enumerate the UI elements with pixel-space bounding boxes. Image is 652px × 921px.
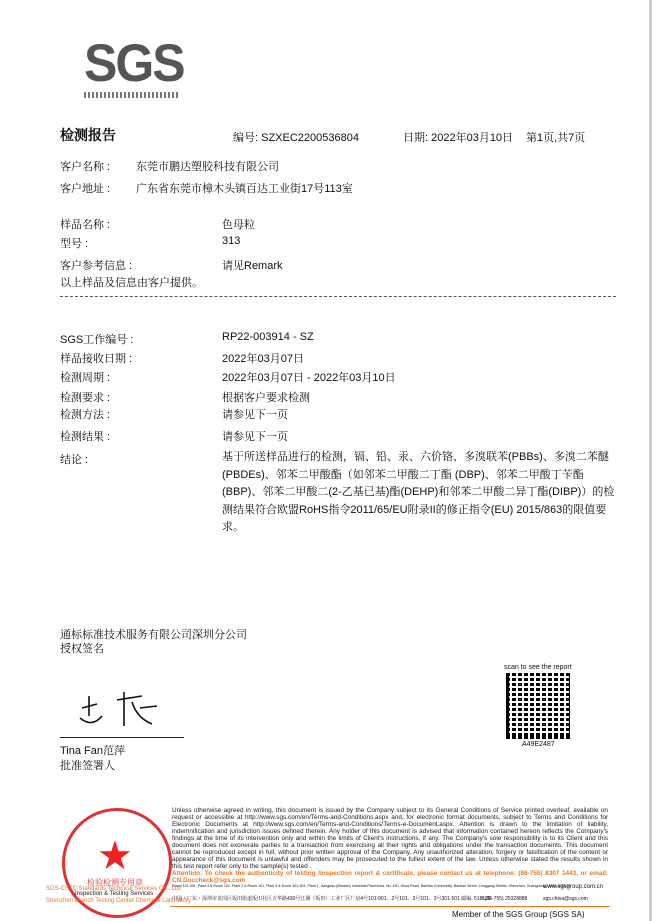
divider	[60, 296, 616, 297]
member-text: Member of the SGS Group (SGS SA)	[452, 910, 585, 919]
qr-code[interactable]	[506, 673, 572, 739]
authenticity-notice: Attention: To check the authenticity of testing /inspection report & certificate, please contact us at telephone: (86-755) 8307 1443, or email: CN.Doccheck@sgs.com	[172, 870, 608, 884]
lab-branch: Shenzhen Branch Testing Center Chemical Laboratory	[46, 898, 191, 904]
test-period-label: 检测周期 :	[60, 372, 111, 384]
client-address: 广东省东莞市樟木头镇百达工业街17号113室	[136, 183, 353, 195]
signature-line	[60, 737, 184, 738]
conclusion-label: 结论 :	[60, 454, 89, 466]
stamp-english: Inspection & Testing Services	[75, 891, 154, 897]
test-request: 根据客户要求检测	[222, 392, 310, 404]
test-method: 请参见下一页	[222, 409, 288, 421]
page-number: 第1页,共7页	[526, 132, 586, 144]
footer-line	[170, 906, 610, 907]
client-name: 东莞市鹏达塑胶科技有限公司	[136, 161, 279, 173]
test-result: 请参见下一页	[222, 431, 288, 443]
sample-name: 色母粒	[222, 219, 255, 231]
model: 313	[222, 235, 241, 247]
receive-date-label: 样品接收日期 :	[60, 353, 133, 365]
receive-date: 2022年03月07日	[222, 353, 304, 365]
address-cn: 中国・广东・深圳市龙岗区坂田街道坂田社区吉华路430号江灏（坂田）工业厂区厂房4号101-901、2号101、3号101、3号301-501 邮编: 518129	[172, 896, 491, 902]
signer-role: 批准签署人	[60, 760, 115, 772]
lab-name: SGS-CSTC Standards Technical Services Co., Ltd.	[46, 886, 182, 892]
address-en: Room 101-901, Plant 4 & Room 101, Plant 2 & Room 101, Plant 3 & Room 301-901, Plant 1, Jiangbao (Bantian) Industrial Plant Area, No. 430, Jihua Road, Bantian Community, Bantian Street, Longgang District, Shenzhen, Guangdong, China 518129	[172, 884, 570, 888]
sample-name-label: 样品名称 :	[60, 219, 111, 231]
disclaimer-text: Unless otherwise agreed in writing, this document is issued by the Company subject to its General Conditions of Service printed overleaf, available on request or accessible at http://www.sgs.com/en/Terms-and-Conditions.aspx and, for electronic format documents, subject to Terms and Conditions for Electronic Documents at http://www.sgs.com/en/Terms-and-Conditions/Terms-e-Document.aspx. Attention is drawn to the limitation of liability, indemnification and jurisdiction issues defined therein. Any holder of this document is advised that information contained hereon reflects the Company's findings at the time of its intervention only and within the limits of Client's instructions, if any. The Company's sole responsibility is to its Client and this document does not exonerate parties to a transaction from exercising all their rights and obligations under the transaction documents. This document cannot be reproduced except in full, without prior written approval of the Company. Any unauthorized alteration, forgery or falsification of the content or appearance of this document is unlawful and offenders may be prosecuted to the fullest extent of the law. Unless otherwise stated the results shown in this test report refer only to the sample(s) tested .	[172, 807, 608, 870]
sample-note: 以上样品及信息由客户提供。	[60, 277, 203, 289]
test-method-label: 检测方法 :	[60, 409, 111, 421]
qr-caption: scan to see the report	[504, 664, 572, 671]
star-icon: ★	[97, 834, 133, 878]
test-period: 2022年03月07日 - 2022年03月10日	[222, 372, 396, 384]
company-name: 通标标准技术服务有限公司深圳分公司	[60, 629, 247, 641]
ref-label: 客户参考信息 :	[60, 260, 133, 272]
authorized-sign: 授权签名	[60, 643, 104, 655]
job-no-label: SGS工作编号 :	[60, 334, 134, 346]
signature	[62, 688, 182, 730]
website: www.sgsgroup.com.cn	[543, 884, 604, 890]
sgs-logo: SGS	[84, 33, 184, 93]
stamp-text: 检验检测专用章	[87, 878, 143, 887]
disclaimer	[172, 807, 608, 884]
telephone: t (86-755) 25328888	[482, 896, 528, 902]
test-result-label: 检测结果 :	[60, 431, 111, 443]
qr-code-id: A49E2487	[522, 741, 555, 748]
page-title: 检测报告	[60, 127, 116, 143]
model-label: 型号 :	[60, 238, 89, 250]
signer-name: Tina Fan范萍	[60, 745, 126, 757]
email: sgs.china@sgs.com	[543, 896, 588, 902]
test-request-label: 检测要求 :	[60, 392, 111, 404]
conclusion: 基于所送样品进行的检测，镉、铅、汞、六价铬、多溴联苯(PBBs)、多溴二苯醚(PBDEs)、邻苯二甲酸酯（如邻苯二甲酸二丁酯 (DBP)、邻苯二甲酸丁苄酯(BBP)、邻苯二甲酸二(2-乙基已基)酯(DEHP)和邻苯二甲酸二异丁酯(DIBP)）的检测结果符合欧盟RoHS指令2011/65/EU附录II的修正指令(EU) 2015/863的限值要求。	[222, 451, 615, 533]
client-address-label: 客户地址 :	[60, 183, 111, 195]
logo-bar	[84, 92, 180, 98]
report-number: 编号: SZXEC2200536804	[233, 132, 359, 144]
client-name-label: 客户名称 :	[60, 161, 111, 173]
ref: 请见Remark	[222, 260, 283, 272]
report-date: 日期: 2022年03月10日	[403, 132, 514, 144]
job-no: RP22-003914 - SZ	[222, 331, 314, 343]
